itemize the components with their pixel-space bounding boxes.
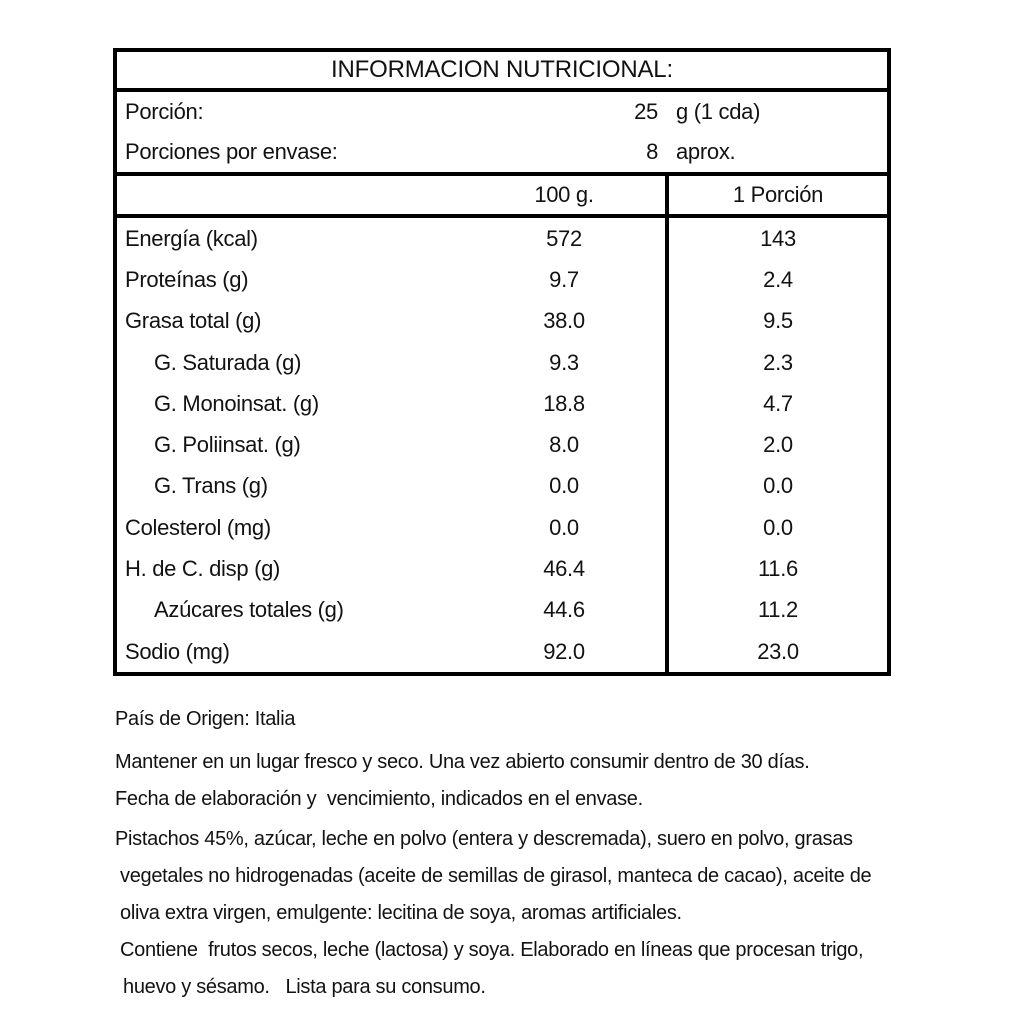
nutrient-value-100g: 92.0 <box>543 638 585 664</box>
nutrient-value-100g: 0.0 <box>549 514 579 540</box>
nutrient-value-porcion: 23.0 <box>665 631 887 672</box>
nutrient-label: Azúcares totales (g) <box>154 597 344 623</box>
serving-size-unit: g (1 cda) <box>676 99 761 124</box>
column-header-row <box>117 176 887 218</box>
table-row-grasa-trans <box>117 466 887 507</box>
nutrient-label: G. Saturada (g) <box>154 349 302 375</box>
nutrient-label: G. Monoinsat. (g) <box>154 390 319 416</box>
nutrient-value-100g: 572 <box>546 225 582 251</box>
nutrient-value-porcion: 2.4 <box>665 259 887 300</box>
nutrient-value-100g: 8.0 <box>549 432 579 458</box>
nutrient-value-100g: 38.0 <box>543 308 585 334</box>
nutrient-value-porcion: 2.0 <box>665 424 887 465</box>
dates-info-line: Fecha de elaboración y vencimiento, indicados en el envase. <box>115 788 643 810</box>
nutrient-value-100g: 9.7 <box>549 266 579 292</box>
serving-size-row <box>117 92 887 132</box>
nutrient-value-porcion: 143 <box>665 218 887 259</box>
nutrition-table <box>113 48 891 676</box>
nutrient-label: Proteínas (g) <box>125 266 249 292</box>
storage-instructions-line: Mantener en un lugar fresco y seco. Una vez abierto consumir dentro de 30 días. <box>115 751 810 773</box>
table-title: INFORMACION NUTRICIONAL: <box>117 52 887 92</box>
serving-size-value: 25 <box>634 99 658 124</box>
table-row-colesterol <box>117 507 887 548</box>
table-row-proteinas <box>117 259 887 300</box>
nutrient-value-porcion: 0.0 <box>665 466 887 507</box>
nutrient-rows <box>117 218 887 672</box>
servings-per-container-label: Porciones por envase: <box>125 139 338 164</box>
nutrient-label: Grasa total (g) <box>125 308 262 334</box>
ingredients-line-1: Pistachos 45%, azúcar, leche en polvo (entera y descremada), suero en polvo, grasas <box>115 828 853 850</box>
table-row-grasa-saturada <box>117 342 887 383</box>
nutrient-label: H. de C. disp (g) <box>125 556 281 582</box>
table-row-azucares <box>117 590 887 631</box>
country-of-origin-line: País de Origen: Italia <box>115 708 296 730</box>
table-row-grasa-monoinsat <box>117 383 887 424</box>
column-header-100g: 100 g. <box>534 182 594 207</box>
nutrient-value-porcion: 0.0 <box>665 507 887 548</box>
servings-per-container-unit: aprox. <box>676 139 736 164</box>
table-row-grasa-total <box>117 301 887 342</box>
servings-per-container-value: 8 <box>646 139 658 164</box>
nutrient-label: Sodio (mg) <box>125 638 230 664</box>
nutrient-value-100g: 0.0 <box>549 473 579 499</box>
table-row-sodio <box>117 631 887 672</box>
nutrient-value-porcion: 11.2 <box>665 590 887 631</box>
ingredients-line-2: vegetales no hidrogenadas (aceite de semillas de girasol, manteca de cacao), aceite de <box>120 865 872 887</box>
serving-size-label: Porción: <box>125 99 204 124</box>
nutrient-value-porcion: 2.3 <box>665 342 887 383</box>
table-row-hidratos <box>117 548 887 589</box>
allergens-line-2: huevo y sésamo. Lista para su consumo. <box>123 976 486 998</box>
table-row-energia <box>117 218 887 259</box>
nutrient-value-porcion: 11.6 <box>665 548 887 589</box>
serving-info-section <box>117 92 887 176</box>
column-header-porcion: 1 Porción <box>665 176 887 214</box>
servings-per-container-row <box>117 132 887 172</box>
nutrient-label: Energía (kcal) <box>125 225 258 251</box>
nutrient-value-100g: 44.6 <box>543 597 585 623</box>
table-row-grasa-poliinsat <box>117 424 887 465</box>
nutrient-value-100g: 46.4 <box>543 556 585 582</box>
ingredients-line-3: oliva extra virgen, emulgente: lecitina de soya, aromas artificiales. <box>120 902 682 924</box>
nutrient-label: Colesterol (mg) <box>125 514 271 540</box>
label-footer-text <box>115 701 975 1006</box>
allergens-line-1: Contiene frutos secos, leche (lactosa) y soya. Elaborado en líneas que procesan trigo, <box>120 939 864 961</box>
nutrient-value-100g: 9.3 <box>549 349 579 375</box>
nutrient-label: G. Trans (g) <box>154 473 268 499</box>
nutrient-value-porcion: 4.7 <box>665 383 887 424</box>
nutrient-label: G. Poliinsat. (g) <box>154 432 301 458</box>
nutrient-value-100g: 18.8 <box>543 390 585 416</box>
nutrient-value-porcion: 9.5 <box>665 301 887 342</box>
